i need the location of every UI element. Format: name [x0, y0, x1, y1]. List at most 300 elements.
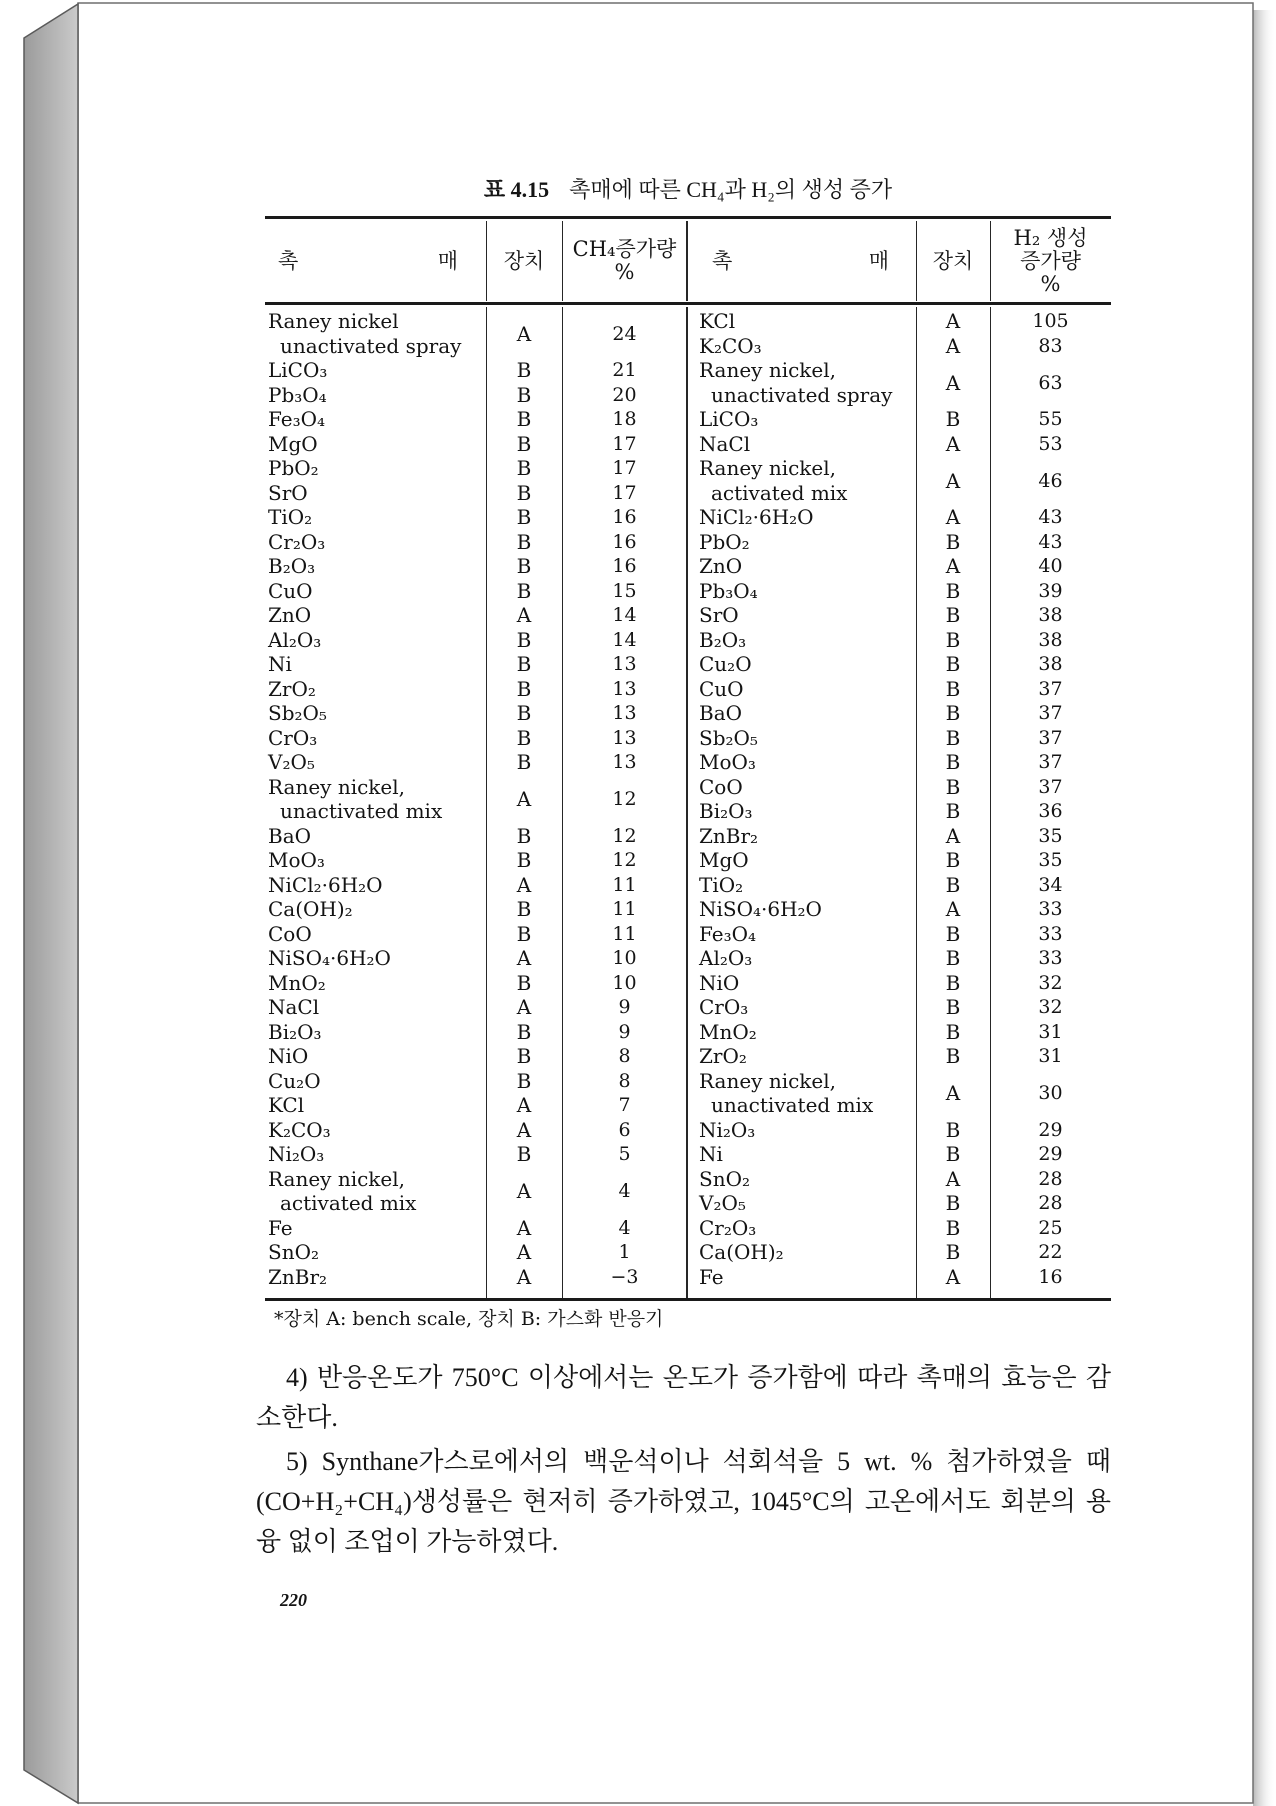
device-cell: B — [945, 676, 961, 701]
device-cell: A — [945, 309, 961, 334]
table-row — [265, 407, 687, 432]
catalyst-name — [687, 946, 916, 971]
h2-increase-cell: 33 — [1038, 898, 1063, 921]
header-column-divider — [486, 221, 487, 301]
ch4-increase-cell: 21 — [612, 359, 637, 382]
catalyst-name-line: TiO₂ — [268, 505, 313, 529]
device-cell: B — [516, 529, 532, 554]
catalyst-name — [265, 873, 486, 898]
device-cell: B — [945, 1191, 961, 1216]
header-catalyst-left-label: 촉 매 — [278, 248, 458, 273]
catalyst-name-line: ZnBr₂ — [268, 1264, 328, 1289]
catalyst-name — [265, 554, 486, 579]
h2-increase-cell: 32 — [1038, 971, 1063, 994]
catalyst-name-line: LiCO₃ — [268, 358, 328, 382]
table-row — [687, 579, 1111, 604]
h2-increase-cell: 37 — [1038, 751, 1063, 774]
ch4-increase-cell: 4 — [618, 1216, 631, 1239]
device-cell: B — [516, 823, 532, 848]
catalyst-name-line: ZnBr₂ — [699, 823, 759, 848]
table-row — [687, 1118, 1111, 1143]
device-cell: A — [516, 946, 532, 971]
header-h2-increase — [990, 220, 1111, 302]
device-cell: B — [516, 578, 532, 603]
device-cell: A — [945, 823, 961, 848]
device-cell: B — [516, 970, 532, 995]
catalyst-name-line: SnO₂ — [268, 1240, 319, 1264]
catalyst-name-line: NiO — [699, 970, 740, 995]
header-column-divider — [990, 221, 991, 301]
table-row — [687, 1240, 1111, 1265]
h2-increase-cell: 35 — [1038, 849, 1063, 872]
h2-increase-cell: 25 — [1038, 1216, 1063, 1239]
catalyst-name-line: activated mix — [280, 1191, 417, 1215]
device-cell: B — [945, 1215, 961, 1240]
body-paragraph: 4) 반응온도가 750°C 이상에서는 온도가 증가함에 따라 촉매의 효능은 감소한다. — [256, 1363, 1111, 1432]
catalyst-name — [687, 848, 916, 873]
page-number: 220 — [280, 1590, 307, 1610]
catalyst-name-line: Bi₂O₃ — [699, 799, 753, 823]
ch4-increase-cell: 7 — [618, 1094, 631, 1117]
ch4-increase-cell: 20 — [612, 383, 637, 406]
device-cell: A — [945, 505, 961, 530]
h2-increase-cell: 32 — [1038, 996, 1063, 1019]
device-cell: B — [516, 1019, 532, 1044]
ch4-increase-cell: 4 — [618, 1180, 631, 1202]
table-row — [687, 824, 1111, 849]
catalyst-name-line: PbO₂ — [699, 529, 750, 554]
table-row — [265, 1044, 687, 1069]
header-device-left-label: 장치 — [503, 248, 545, 273]
catalyst-name — [265, 1240, 486, 1265]
catalyst-name — [265, 750, 486, 775]
catalyst-name-line: Cr₂O₃ — [699, 1215, 757, 1240]
table-row — [265, 750, 687, 775]
catalyst-name — [265, 309, 486, 358]
catalyst-name — [687, 358, 916, 407]
h2-increase-cell: 53 — [1038, 432, 1063, 455]
catalyst-name — [265, 848, 486, 873]
catalyst-name — [265, 505, 486, 530]
catalyst-name — [687, 799, 916, 824]
table-row — [687, 505, 1111, 530]
catalyst-name-line: CrO₃ — [268, 725, 318, 750]
h2-increase-cell: 43 — [1038, 506, 1063, 529]
device-cell: B — [945, 774, 961, 799]
ch4-increase-cell: 10 — [612, 947, 637, 970]
catalyst-name — [687, 530, 916, 555]
catalyst-name-line: Fe₃O₄ — [699, 921, 757, 946]
catalyst-name-line: BaO — [268, 823, 312, 848]
catalyst-name — [265, 579, 486, 604]
h2-increase-cell: 39 — [1038, 579, 1063, 602]
ch4-increase-cell: 16 — [612, 506, 637, 529]
device-cell: B — [945, 750, 961, 775]
device-cell: B — [945, 1117, 961, 1142]
table-top-rule — [265, 216, 1111, 219]
catalyst-name-line: MoO₃ — [268, 848, 325, 872]
catalyst-name — [687, 873, 916, 898]
h2-increase-cell: 35 — [1038, 824, 1063, 847]
catalyst-name-line: Ni — [699, 1142, 723, 1166]
table-row — [687, 726, 1111, 751]
ch4-increase-cell: 12 — [612, 788, 637, 810]
catalyst-name-line: MgO — [268, 431, 318, 456]
catalyst-name-line: NaCl — [268, 995, 320, 1019]
h2-increase-cell: 83 — [1038, 334, 1063, 357]
ch4-increase-cell: 5 — [618, 1143, 631, 1166]
table-row — [687, 897, 1111, 922]
catalyst-name — [687, 995, 916, 1020]
catalyst-name-line: Raney nickel, — [268, 1166, 406, 1191]
catalyst-name-line: ZnO — [268, 603, 312, 627]
catalyst-name-line: Bi₂O₃ — [268, 1019, 322, 1044]
catalyst-name-line: ZrO₂ — [268, 676, 316, 701]
table-row — [265, 873, 687, 898]
h2-increase-cell: 37 — [1038, 677, 1063, 700]
device-cell: A — [516, 1093, 532, 1118]
catalyst-name-line: activated mix — [711, 480, 848, 505]
h2-increase-cell: 16 — [1038, 1265, 1063, 1288]
table-row — [687, 334, 1111, 359]
table-row — [265, 456, 687, 481]
header-device-right-label: 장치 — [932, 248, 974, 273]
page-edge-shadow — [1253, 10, 1276, 1806]
h2-increase-cell: 46 — [1038, 469, 1063, 492]
catalyst-name-line: NiO — [268, 1044, 309, 1068]
table-row — [687, 799, 1111, 824]
catalyst-name — [687, 750, 916, 775]
catalyst-name — [265, 603, 486, 628]
catalyst-name-line: V₂O₅ — [268, 750, 315, 774]
device-cell: B — [516, 1142, 532, 1167]
table-row — [265, 775, 687, 824]
header-device-right — [916, 220, 990, 302]
body-text — [256, 1358, 1111, 1566]
catalyst-name — [687, 505, 916, 530]
catalyst-name-line: Raney nickel — [268, 309, 399, 333]
table-row — [687, 554, 1111, 579]
device-cell: B — [945, 652, 961, 677]
ch4-increase-cell: −3 — [610, 1265, 639, 1288]
device-cell: B — [516, 407, 532, 432]
table-row — [265, 824, 687, 849]
catalyst-name-line: Sb₂O₅ — [699, 725, 758, 750]
catalyst-name — [265, 652, 486, 677]
table-row — [687, 946, 1111, 971]
header-ch4-unit: % — [614, 260, 635, 284]
table-row — [687, 1044, 1111, 1069]
table-row — [687, 1020, 1111, 1045]
table-row — [265, 652, 687, 677]
h2-increase-cell: 38 — [1038, 628, 1063, 651]
h2-increase-cell: 38 — [1038, 604, 1063, 627]
catalyst-name — [265, 677, 486, 702]
catalyst-name-line: Al₂O₃ — [699, 946, 753, 970]
header-h2-line: H₂ 생성 — [1013, 225, 1088, 250]
catalyst-name-line: CoO — [268, 921, 312, 946]
catalyst-name-line: SnO₂ — [699, 1166, 750, 1191]
device-cell: B — [945, 701, 961, 726]
catalyst-name-line: B₂O₃ — [699, 627, 747, 652]
header-catalyst-right-label: 촉 매 — [712, 248, 889, 273]
catalyst-name — [265, 946, 486, 971]
device-cell: B — [945, 946, 961, 971]
table-row — [265, 1167, 687, 1216]
catalyst-name-line: Fe — [268, 1215, 293, 1240]
catalyst-name-line: K₂CO₃ — [268, 1117, 331, 1142]
catalyst-name — [265, 481, 486, 506]
device-cell: A — [516, 872, 532, 897]
table-row — [265, 579, 687, 604]
catalyst-name — [265, 358, 486, 383]
catalyst-name — [265, 383, 486, 408]
catalyst-name — [265, 530, 486, 555]
ch4-increase-cell: 8 — [618, 1045, 631, 1068]
table-row — [265, 1020, 687, 1045]
catalyst-name-line: Sb₂O₅ — [268, 701, 327, 725]
h2-increase-cell: 37 — [1038, 702, 1063, 725]
ch4-increase-cell: 17 — [612, 481, 637, 504]
ch4-increase-cell: 9 — [618, 1020, 631, 1043]
device-cell: A — [516, 1240, 532, 1265]
catalyst-name — [265, 1216, 486, 1241]
catalyst-name — [687, 701, 916, 726]
ch4-increase-cell: 13 — [612, 726, 637, 749]
ch4-increase-cell: 14 — [612, 628, 637, 651]
device-cell: B — [516, 1068, 532, 1093]
header-column-divider — [916, 221, 917, 301]
table-title — [265, 175, 1111, 205]
device-cell: A — [945, 897, 961, 922]
catalyst-name-line: LiCO₃ — [699, 407, 759, 431]
table-row — [265, 554, 687, 579]
catalyst-name — [687, 1044, 916, 1069]
catalyst-name — [265, 971, 486, 996]
device-cell: A — [945, 1264, 961, 1289]
device-cell: B — [516, 848, 532, 873]
header-ch4-increase — [562, 220, 687, 302]
catalyst-name — [265, 1142, 486, 1167]
device-cell: A — [945, 468, 961, 493]
catalyst-name-line: unactivated mix — [280, 799, 443, 823]
body-paragraph: 5) Synthane가스로에서의 백운석이나 석회석을 5 wt. % 첨가하였을 때 (CO+H₂+CH₄)생성률은 현저히 증가하였고, 1045°C의 고온에서도 회분의 용융 없이 조업이 가능하였다. — [256, 1447, 1111, 1556]
table-row — [687, 971, 1111, 996]
h2-increase-cell: 105 — [1032, 310, 1069, 333]
ch4-increase-cell: 8 — [618, 1069, 631, 1092]
table-row — [265, 897, 687, 922]
catalyst-name-line: Cu₂O — [268, 1068, 321, 1093]
device-cell: B — [945, 1019, 961, 1044]
catalyst-name-line: CoO — [699, 774, 743, 799]
catalyst-name-line: Raney nickel, — [699, 1068, 837, 1093]
catalyst-name — [687, 1020, 916, 1045]
ch4-increase-cell: 1 — [618, 1241, 631, 1264]
catalyst-name-line: CuO — [268, 578, 313, 603]
catalyst-name-line: KCl — [268, 1093, 305, 1117]
table-row — [265, 995, 687, 1020]
device-cell: B — [516, 456, 532, 481]
catalyst-name — [687, 1167, 916, 1192]
h2-increase-cell: 63 — [1038, 371, 1063, 394]
table-row — [265, 383, 687, 408]
catalyst-name-line: Fe — [699, 1264, 724, 1289]
table-footnote: *장치 A: bench scale, 장치 B: 가스화 반응기 — [274, 1308, 664, 1330]
table-row — [265, 603, 687, 628]
catalyst-name — [687, 603, 916, 628]
ch4-increase-cell: 14 — [612, 604, 637, 627]
table-row — [265, 848, 687, 873]
catalyst-name — [265, 726, 486, 751]
catalyst-name-line: Raney nickel, — [268, 774, 406, 799]
header-column-divider — [562, 221, 563, 301]
table-row — [265, 946, 687, 971]
catalyst-name-line: Ca(OH)₂ — [268, 897, 353, 921]
catalyst-name-line: Ca(OH)₂ — [699, 1240, 784, 1264]
h2-increase-cell: 38 — [1038, 653, 1063, 676]
device-cell: B — [945, 921, 961, 946]
catalyst-name-line: NaCl — [699, 431, 751, 456]
device-cell: B — [516, 921, 532, 946]
catalyst-name — [265, 1265, 486, 1290]
catalyst-name — [687, 897, 916, 922]
catalyst-name-line: unactivated spray — [280, 333, 462, 358]
h2-increase-cell: 34 — [1038, 873, 1063, 896]
device-cell: B — [945, 407, 961, 432]
device-cell: B — [516, 897, 532, 922]
catalyst-name — [687, 775, 916, 800]
table-row — [265, 1265, 687, 1290]
catalyst-name-line: Ni₂O₃ — [268, 1142, 325, 1166]
catalyst-name — [687, 652, 916, 677]
catalyst-name — [687, 1069, 916, 1118]
book-spine — [24, 4, 78, 1803]
h2-increase-cell: 37 — [1038, 726, 1063, 749]
header-column-divider — [686, 221, 688, 301]
ch4-increase-cell: 17 — [612, 457, 637, 480]
catalyst-name — [265, 701, 486, 726]
device-cell: A — [945, 554, 961, 579]
device-cell: A — [945, 333, 961, 358]
catalyst-name — [265, 407, 486, 432]
catalyst-name — [265, 995, 486, 1020]
table-row — [687, 1069, 1111, 1118]
device-cell: A — [516, 1117, 532, 1142]
device-cell: B — [516, 382, 532, 407]
table-row — [265, 701, 687, 726]
ch4-increase-cell: 16 — [612, 555, 637, 578]
catalyst-name — [265, 432, 486, 457]
table-row — [687, 701, 1111, 726]
catalyst-name — [687, 1118, 916, 1143]
catalyst-name — [265, 1167, 486, 1216]
catalyst-name — [265, 775, 486, 824]
catalyst-name — [265, 628, 486, 653]
catalyst-name — [687, 1216, 916, 1241]
table-row — [265, 309, 687, 358]
table-row — [687, 677, 1111, 702]
h2-increase-cell: 29 — [1038, 1143, 1063, 1166]
h2-increase-cell: 36 — [1038, 800, 1063, 823]
device-cell: A — [516, 1215, 532, 1240]
header-device-left — [486, 220, 562, 302]
device-cell: A — [516, 1264, 532, 1289]
ch4-increase-cell: 13 — [612, 702, 637, 725]
device-cell: A — [945, 1166, 961, 1191]
catalyst-name — [687, 1142, 916, 1167]
device-cell: A — [945, 431, 961, 456]
catalyst-name — [687, 922, 916, 947]
device-cell: B — [516, 554, 532, 579]
table-row — [265, 1118, 687, 1143]
catalyst-name — [265, 922, 486, 947]
device-cell: A — [516, 995, 532, 1020]
table-bottom-rule — [265, 1298, 1111, 1301]
catalyst-name-line: MoO₃ — [699, 750, 756, 774]
h2-increase-cell: 22 — [1038, 1241, 1063, 1264]
catalyst-name — [687, 726, 916, 751]
table-row — [687, 628, 1111, 653]
ch4-increase-cell: 11 — [612, 898, 637, 921]
catalyst-name-line: Pb₃O₄ — [699, 578, 758, 603]
catalyst-name — [687, 309, 916, 334]
h2-increase-cell: 33 — [1038, 947, 1063, 970]
catalyst-name — [687, 456, 916, 505]
catalyst-name — [265, 824, 486, 849]
catalyst-name-line: B₂O₃ — [268, 554, 316, 578]
catalyst-name — [265, 897, 486, 922]
h2-increase-cell: 37 — [1038, 775, 1063, 798]
device-cell: B — [516, 750, 532, 775]
device-cell: A — [516, 603, 532, 628]
device-cell: A — [516, 787, 532, 811]
catalyst-name — [265, 1069, 486, 1094]
device-cell: B — [945, 970, 961, 995]
h2-increase-cell: 28 — [1038, 1167, 1063, 1190]
device-cell: B — [516, 1044, 532, 1069]
ch4-increase-cell: 6 — [618, 1118, 631, 1141]
catalyst-name — [265, 1118, 486, 1143]
catalyst-name — [687, 677, 916, 702]
ch4-increase-cell: 24 — [612, 322, 637, 345]
header-catalyst-right — [687, 220, 916, 302]
catalyst-name-line: unactivated mix — [711, 1093, 874, 1117]
ch4-increase-cell: 15 — [612, 579, 637, 602]
catalyst-name-line: SrO — [699, 603, 739, 627]
ch4-increase-cell: 12 — [612, 824, 637, 847]
device-cell: B — [945, 1142, 961, 1167]
h2-increase-cell: 31 — [1038, 1045, 1063, 1068]
table-left-half — [265, 309, 687, 1289]
h2-increase-cell: 55 — [1038, 408, 1063, 431]
catalyst-name-line: Cr₂O₃ — [268, 529, 326, 554]
device-cell: B — [516, 701, 532, 726]
table-right-half — [687, 309, 1111, 1289]
table-row — [687, 358, 1111, 407]
catalyst-name — [687, 1265, 916, 1290]
device-cell: B — [516, 627, 532, 652]
catalyst-name — [687, 824, 916, 849]
table-row — [687, 456, 1111, 505]
h2-increase-cell: 29 — [1038, 1118, 1063, 1141]
device-cell: B — [516, 725, 532, 750]
catalyst-name-line: BaO — [699, 701, 743, 725]
catalyst-name-line: NiSO₄·6H₂O — [268, 946, 391, 970]
catalyst-name-line: NiCl₂·6H₂O — [268, 872, 383, 897]
catalyst-name-line: ZrO₂ — [699, 1044, 747, 1068]
device-cell: B — [945, 725, 961, 750]
table-row — [265, 1142, 687, 1167]
